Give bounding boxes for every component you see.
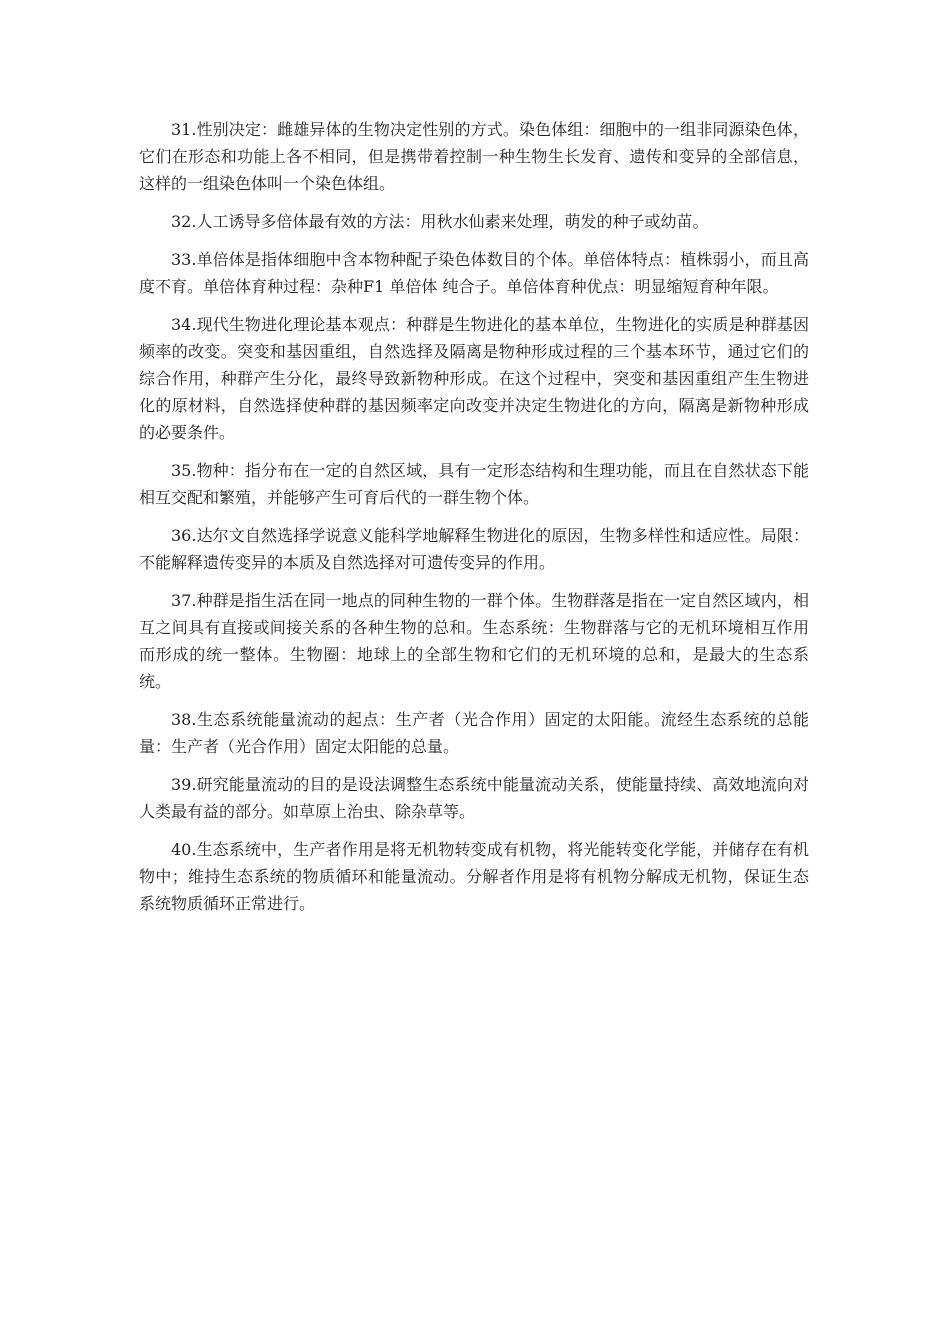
- paragraph-37: 37.种群是指生活在同一地点的同种生物的一群个体。生物群落是指在一定自然区域内，相互之间具有直接或间接关系的各种生物的总和。生态系统：生物群落与它的无机环境相互作用而形成的统一整体。生物圈：地球上的全部生物和它们的无机环境的总和，是最大的生态系统。: [139, 591, 809, 691]
- paragraph-38: 38.生态系统能量流动的起点：生产者（光合作用）固定的太阳能。流经生态系统的总能量：生产者（光合作用）固定太阳能的总量。: [139, 710, 809, 756]
- paragraph-34: 34.现代生物进化理论基本观点：种群是生物进化的基本单位，生物进化的实质是种群基因频率的改变。突变和基因重组，自然选择及隔离是物种形成过程的三个基本环节，通过它们的综合作用，种群产生分化，最终导致新物种形成。在这个过程中，突变和基因重组产生生物进化的原材料，自然选择使种群的基因频率定向改变并决定生物进化的方向，隔离是新物种形成的必要条件。: [139, 315, 809, 442]
- paragraph-40: 40.生态系统中，生产者作用是将无机物转变成有机物，将光能转变化学能，并储存在有机物中；维持生态系统的物质循环和能量流动。分解者作用是将有机物分解成无机物，保证生态系统物质循环正常进行。: [139, 840, 809, 913]
- paragraph-31: 31.性别决定：雌雄异体的生物决定性别的方式。染色体组：细胞中的一组非同源染色体，它们在形态和功能上各不相同，但是携带着控制一种生物生长发育、遗传和变异的全部信息，这样的一组染色体叫一个染色体组。: [139, 120, 809, 193]
- paragraph-33: 33.单倍体是指体细胞中含本物种配子染色体数目的个体。单倍体特点：植株弱小，而且高度不育。单倍体育种过程：杂种F1 单倍体 纯合子。单倍体育种优点：明显缩短育种年限。: [139, 250, 809, 296]
- paragraph-35: 35.物种：指分布在一定的自然区域，具有一定形态结构和生理功能，而且在自然状态下能相互交配和繁殖，并能够产生可育后代的一群生物个体。: [139, 461, 809, 507]
- paragraph-36: 36.达尔文自然选择学说意义能科学地解释生物进化的原因，生物多样性和适应性。局限：不能解释遗传变异的本质及自然选择对可遗传变异的作用。: [139, 526, 809, 572]
- paragraph-32: 32.人工诱导多倍体最有效的方法：用秋水仙素来处理，萌发的种子或幼苗。: [171, 212, 709, 231]
- document-body: [139, 116, 809, 917]
- paragraph-39: 39.研究能量流动的目的是设法调整生态系统中能量流动关系，使能量持续、高效地流向对人类最有益的部分。如草原上治虫、除杂草等。: [139, 775, 809, 821]
